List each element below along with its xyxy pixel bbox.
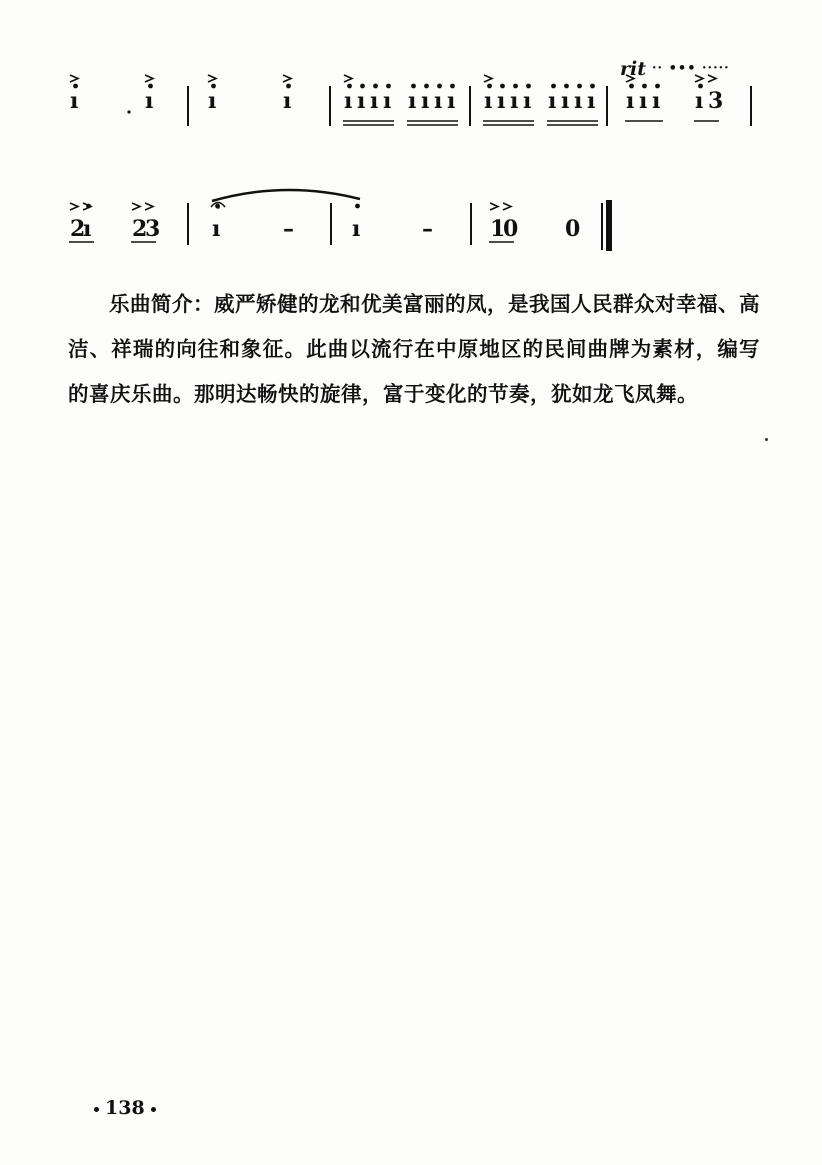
note-digit: 3 [708,88,724,114]
accent-mark [145,203,153,210]
accent-mark [503,203,511,210]
high-octave-dot [355,204,360,209]
high-octave-dot [564,84,569,89]
note-digit: ı [484,88,493,114]
note-digit: ı [421,88,430,114]
final-barline-thick [606,200,612,251]
note-digit: ı [408,88,417,114]
high-octave-dot [386,84,391,89]
page-number [88,1097,162,1119]
sustain-dash: – [283,216,294,242]
note-digit: 2 [70,216,86,242]
high-octave-dot [551,84,556,89]
note-digit: ı [652,88,661,114]
fermata-dot [216,205,220,209]
high-octave-dot [450,84,455,89]
accent-mark [344,75,352,82]
accent-mark [708,75,716,82]
high-octave-dot [148,84,153,89]
note-digit: 3 [145,216,161,242]
accent-mark [132,203,140,210]
note-digit: 0 [503,216,519,242]
accent-mark [695,75,703,82]
high-octave-dot [629,84,634,89]
note-digit: ı [370,88,379,114]
note-digit: ı [352,216,361,242]
rit-dashes: ·· ••• ····· [652,61,730,76]
high-octave-dot [577,84,582,89]
note-digit: ı [434,88,443,114]
high-octave-dot [698,84,703,89]
high-octave-dot [73,84,78,89]
page-number-dot [94,1107,99,1112]
note-digit: ı [574,88,583,114]
high-octave-dot [424,84,429,89]
note-digit: ı [83,216,92,242]
piece-introduction: 乐曲简介：威严矫健的龙和优美富丽的凤，是我国人民群众对幸福、高洁、祥瑞的向往和象征。此曲以流行在中原地区的民间曲牌为素材，编写的喜庆乐曲。那明达畅快的旋律，富于变化的节奏，犹如龙飞凤舞。 [68,292,760,406]
note-digit: ı [587,88,596,114]
high-octave-dot [211,84,216,89]
high-octave-dot [487,84,492,89]
score-line-2 [69,203,580,243]
accent-mark [490,203,498,210]
rit-marking: rit [620,58,647,80]
accent-mark [70,75,78,82]
score-line-1 [70,75,723,125]
high-octave-dot [437,84,442,89]
accent-mark [283,75,291,82]
high-octave-dot [286,84,291,89]
note-digit: ı [523,88,532,114]
high-octave-dot [411,84,416,89]
print-dot [127,110,130,113]
high-octave-dot [513,84,518,89]
high-octave-dot [655,84,660,89]
accent-mark [484,75,492,82]
accent-mark [145,75,153,82]
note-digit: ı [208,88,217,114]
note-digit: ı [344,88,353,114]
high-octave-dot [360,84,365,89]
print-speck [765,438,768,441]
note-digit: ı [357,88,366,114]
note-digit: ı [695,88,704,114]
high-octave-dot [373,84,378,89]
note-digit: ı [145,88,154,114]
note-digit: 1 [490,216,506,242]
note-digit: ı [447,88,456,114]
tie-slur [212,190,360,201]
accent-mark [208,75,216,82]
high-octave-dot [590,84,595,89]
page-number-value: 138 [105,1097,145,1119]
note-digit: 2 [132,216,148,242]
note-digit: ı [548,88,557,114]
high-octave-dot [642,84,647,89]
note-digit: ı [510,88,519,114]
page-number-dot [151,1107,156,1112]
note-digit: ı [561,88,570,114]
accent-mark [70,203,78,210]
note-digit: ı [212,216,221,242]
note-digit: ı [626,88,635,114]
note-digit: ı [283,88,292,114]
jianpu-score [0,0,822,280]
note-digit: 0 [565,216,581,242]
note-digit: ı [383,88,392,114]
sustain-dash: – [422,216,433,242]
note-digit: ı [497,88,506,114]
high-octave-dot [526,84,531,89]
note-digit: ı [70,88,79,114]
note-digit: ı [639,88,648,114]
high-octave-dot [347,84,352,89]
high-octave-dot [500,84,505,89]
